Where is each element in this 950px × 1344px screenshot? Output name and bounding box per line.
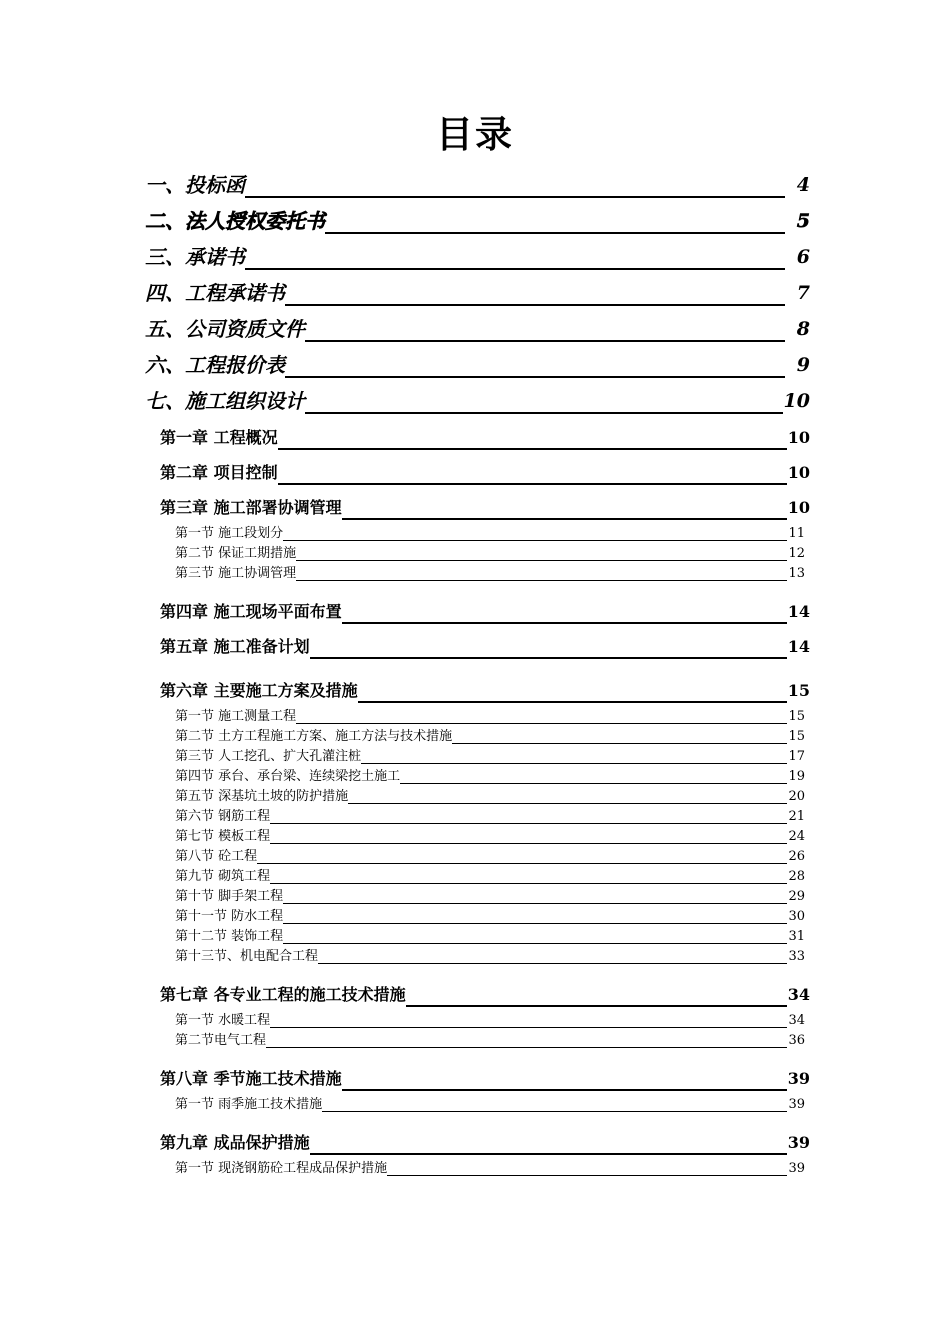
toc-entry-page-number: 9 — [796, 354, 810, 376]
toc-entry-page-number: 28 — [788, 869, 805, 884]
toc-leader-line — [325, 232, 785, 234]
toc-entry-level-2[interactable] — [0, 418, 950, 453]
toc-leader-line — [342, 1089, 787, 1091]
toc-entry-level-3[interactable] — [0, 563, 950, 583]
toc-entry-label: 第一节 现浇钢筋砼工程成品保护措施 — [175, 1161, 388, 1176]
toc-entry-label: 六、工程报价表 — [145, 353, 285, 377]
toc-entry-level-3[interactable] — [0, 926, 950, 946]
toc-entry-label: 第一节 施工段划分 — [175, 526, 284, 541]
toc-entry-label: 第二章 项目控制 — [160, 463, 278, 482]
toc-entry-label: 第五章 施工准备计划 — [160, 637, 310, 656]
toc-entry-label: 第二节 保证工期措施 — [175, 546, 297, 561]
toc-leader-line — [348, 803, 787, 804]
toc-entry-level-3[interactable] — [0, 886, 950, 906]
toc-entry-level-1[interactable] — [0, 310, 950, 346]
toc-entry-label: 第一章 工程概况 — [160, 428, 278, 447]
toc-entry-level-2[interactable] — [0, 975, 950, 1010]
toc-leader-line — [278, 448, 787, 450]
toc-entry-page-number: 10 — [787, 428, 810, 447]
toc-entry-page-number: 12 — [788, 546, 805, 561]
toc-leader-line — [406, 1005, 787, 1007]
toc-leader-line — [296, 580, 787, 581]
toc-entry-page-number: 29 — [788, 889, 805, 904]
toc-entry-level-1[interactable] — [0, 346, 950, 382]
toc-entry-level-1[interactable] — [0, 238, 950, 274]
toc-leader-line — [245, 268, 785, 270]
toc-entry-label: 第六章 主要施工方案及措施 — [160, 681, 358, 700]
toc-entry-page-number: 15 — [788, 729, 805, 744]
toc-entry-level-3[interactable] — [0, 826, 950, 846]
toc-entry-level-3[interactable] — [0, 706, 950, 726]
toc-entry-label: 第二节电气工程 — [175, 1033, 267, 1048]
toc-entry-page-number: 10 — [787, 498, 810, 517]
toc-leader-line — [270, 823, 787, 824]
toc-entry-level-1[interactable] — [0, 202, 950, 238]
toc-entry-level-3[interactable] — [0, 786, 950, 806]
toc-leader-line — [342, 518, 787, 520]
toc-entry-level-3[interactable] — [0, 1030, 950, 1050]
toc-entry-label: 第一节 施工测量工程 — [175, 709, 297, 724]
toc-entry-label: 第九节 砌筑工程 — [175, 869, 271, 884]
toc-leader-line — [387, 1175, 787, 1176]
toc-entry-level-3[interactable] — [0, 746, 950, 766]
toc-entry-level-2[interactable] — [0, 592, 950, 627]
toc-entry-page-number: 36 — [788, 1033, 805, 1048]
toc-entry-page-number: 8 — [796, 318, 810, 340]
toc-leader-line — [257, 863, 787, 864]
toc-entry-level-1[interactable] — [0, 274, 950, 310]
toc-entry-page-number: 39 — [787, 1133, 810, 1152]
toc-entry-level-2[interactable] — [0, 671, 950, 706]
toc-entry-label: 第四章 施工现场平面布置 — [160, 602, 342, 621]
toc-entry-level-2[interactable] — [0, 488, 950, 523]
toc-entry-page-number: 24 — [788, 829, 805, 844]
toc-entry-level-3[interactable] — [0, 543, 950, 563]
toc-leader-line — [452, 743, 787, 744]
toc-entry-label: 第一节 雨季施工技术措施 — [175, 1097, 323, 1112]
toc-entry-page-number: 17 — [788, 749, 805, 764]
toc-entry-page-number: 20 — [788, 789, 805, 804]
toc-entry-page-number: 6 — [796, 246, 810, 268]
toc-entry-level-1[interactable] — [0, 382, 950, 418]
toc-entry-page-number: 11 — [788, 526, 805, 541]
toc-leader-line — [305, 340, 785, 342]
toc-entry-label: 第七节 模板工程 — [175, 829, 271, 844]
toc-entry-label: 第十二节 装饰工程 — [175, 929, 284, 944]
toc-entry-label: 第十三节、机电配合工程 — [175, 949, 319, 964]
toc-entry-label: 第一节 水暖工程 — [175, 1013, 271, 1028]
toc-entry-page-number: 34 — [788, 1013, 805, 1028]
toc-leader-line — [270, 883, 787, 884]
toc-entry-page-number: 39 — [788, 1097, 805, 1112]
toc-entry-label: 第六节 钢筋工程 — [175, 809, 271, 824]
toc-entry-label: 第七章 各专业工程的施工技术措施 — [160, 985, 406, 1004]
toc-entry-page-number: 10 — [783, 390, 810, 412]
toc-entry-label: 第八章 季节施工技术措施 — [160, 1069, 342, 1088]
toc-entry-page-number: 21 — [788, 809, 805, 824]
toc-leader-line — [322, 1111, 787, 1112]
toc-entry-page-number: 19 — [788, 769, 805, 784]
toc-entry-page-number: 13 — [788, 566, 805, 581]
toc-entry-label: 第四节 承台、承台梁、连续梁挖土施工 — [175, 769, 401, 784]
toc-entry-page-number: 7 — [796, 282, 810, 304]
toc-entry-level-3[interactable] — [0, 1158, 950, 1178]
toc-leader-line — [296, 560, 787, 561]
toc-leader-line — [318, 963, 787, 964]
toc-entry-level-3[interactable] — [0, 866, 950, 886]
toc-entry-label: 四、工程承诺书 — [145, 281, 285, 305]
toc-leader-line — [342, 622, 787, 624]
toc-entry-level-2[interactable] — [0, 453, 950, 488]
toc-leader-line — [270, 843, 787, 844]
toc-entry-page-number: 15 — [788, 709, 805, 724]
toc-leader-line — [358, 701, 787, 703]
toc-entry-level-1[interactable] — [0, 166, 950, 202]
toc-entry-level-3[interactable] — [0, 1010, 950, 1030]
toc-entry-page-number: 15 — [787, 681, 810, 700]
toc-entry-label: 一、投标函 — [145, 173, 245, 197]
toc-entry-level-2[interactable] — [0, 1123, 950, 1158]
toc-leader-line — [266, 1047, 787, 1048]
table-of-contents — [0, 166, 950, 1178]
toc-leader-line — [310, 1153, 787, 1155]
toc-entry-page-number: 39 — [787, 1069, 810, 1088]
toc-leader-line — [283, 923, 787, 924]
toc-entry-level-3[interactable] — [0, 523, 950, 543]
toc-entry-label: 第二节 土方工程施工方案、施工方法与技术措施 — [175, 729, 453, 744]
toc-entry-page-number: 4 — [796, 174, 810, 196]
toc-entry-level-3[interactable] — [0, 726, 950, 746]
toc-entry-page-number: 5 — [796, 210, 810, 232]
toc-entry-page-number: 14 — [787, 637, 810, 656]
toc-leader-line — [361, 763, 787, 764]
toc-entry-label: 二、法人授权委托书 — [145, 209, 325, 233]
toc-leader-line — [285, 376, 785, 378]
toc-leader-line — [285, 304, 785, 306]
toc-entry-label: 第三节 人工挖孔、扩大孔灌注桩 — [175, 749, 362, 764]
toc-entry-page-number: 31 — [788, 929, 805, 944]
page-title: 目录 — [436, 112, 514, 156]
toc-entry-label: 第五节 深基坑土坡的防护措施 — [175, 789, 349, 804]
toc-entry-level-3[interactable] — [0, 846, 950, 866]
toc-entry-level-2[interactable] — [0, 1059, 950, 1094]
toc-entry-level-3[interactable] — [0, 946, 950, 966]
toc-entry-page-number: 34 — [787, 985, 810, 1004]
toc-leader-line — [310, 657, 787, 659]
toc-entry-label: 第九章 成品保护措施 — [160, 1133, 310, 1152]
toc-leader-line — [278, 483, 787, 485]
toc-entry-label: 第三章 施工部署协调管理 — [160, 498, 342, 517]
toc-entry-label: 五、公司资质文件 — [145, 317, 305, 341]
toc-entry-level-3[interactable] — [0, 806, 950, 826]
toc-entry-page-number: 26 — [788, 849, 805, 864]
toc-entry-label: 第八节 砼工程 — [175, 849, 258, 864]
toc-leader-line — [296, 723, 787, 724]
toc-leader-line — [305, 412, 783, 414]
toc-leader-line — [283, 943, 787, 944]
toc-entry-level-3[interactable] — [0, 906, 950, 926]
toc-leader-line — [283, 540, 787, 541]
toc-entry-page-number: 30 — [788, 909, 805, 924]
toc-entry-page-number: 14 — [787, 602, 810, 621]
toc-entry-page-number: 10 — [787, 463, 810, 482]
toc-leader-line — [270, 1027, 787, 1028]
toc-entry-page-number: 33 — [788, 949, 805, 964]
toc-leader-line — [283, 903, 787, 904]
toc-entry-label: 第十节 脚手架工程 — [175, 889, 284, 904]
toc-entry-level-2[interactable] — [0, 627, 950, 662]
toc-entry-label: 第三节 施工协调管理 — [175, 566, 297, 581]
toc-entry-level-3[interactable] — [0, 1094, 950, 1114]
toc-entry-label: 三、承诺书 — [145, 245, 245, 269]
toc-leader-line — [400, 783, 787, 784]
toc-leader-line — [245, 196, 785, 198]
toc-entry-level-3[interactable] — [0, 766, 950, 786]
toc-entry-label: 第十一节 防水工程 — [175, 909, 284, 924]
toc-entry-page-number: 39 — [788, 1161, 805, 1176]
toc-entry-label: 七、施工组织设计 — [145, 389, 305, 413]
